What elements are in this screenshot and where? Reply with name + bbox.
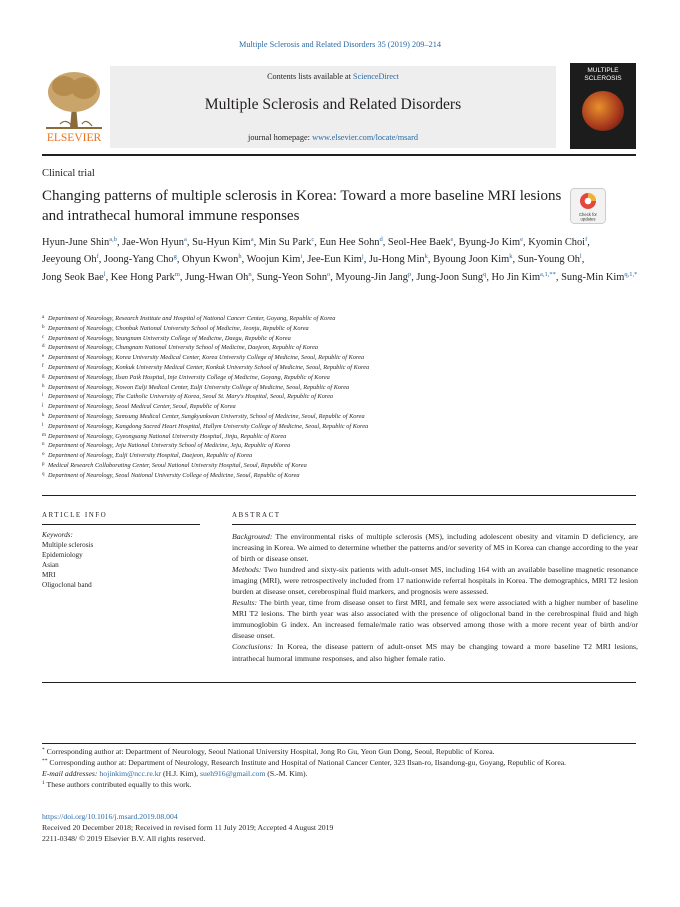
- author-list: Hyun-June Shin$^{a,b}$, Jae-Won Hyun$^a$, Su-Hyun Kim$^a$, Min Su Park$^c$, Eun Hee Sohn$^d$, Seol-Hee Baek$^e$, Byung-Jo Kim$^e$, Kyomin Choi$^f$, Jeeyoung Oh$^f$, Joong-Yang Cho$^g$, Ohyun Kwon$^h$, Woojun Kim$^i$, Jee-Eun Kim$^j$, Ju-Hong Min$^k$, Byoung Joon Kim$^k$, Sun-Young Oh$^l$, Jong Seok Bae$^l$, Kee Hong Park$^m$, Jung-Hwan Oh$^n$, Sung-Yeon Sohn$^o$, Myoung-Jin Jang$^p$, Jung-Joon Sung$^q$, Ho Jin Kim$^{a,1,**}$, Sung-Min Kim$^{q,1,*}$: [42, 236, 638, 283]
- author-name[interactable]: [433, 254, 512, 265]
- abstract-background: [232, 531, 638, 564]
- abstract-section-text: The environmental risks of multiple sclerosis (MS), including adolescent obesity and vitamin D deficiency, are increasing in Korea. We aimed to determine whether the patterns and/or severity of MS in Korea can change according to the year of birth or disease onset.: [232, 532, 638, 564]
- author-name[interactable]: [182, 254, 242, 265]
- author-name-text: Su-Hyun Kim: [192, 237, 251, 248]
- author-affiliation-marker[interactable]: i: [300, 253, 303, 261]
- email-link[interactable]: hojinkim@ncc.re.kr: [99, 768, 162, 778]
- affiliation-item: h Department of Neurology, Nowon Eulji Medical Center, Eulji University College of Medicine, Seoul, Republic of Korea: [42, 383, 350, 391]
- author-affiliation-marker[interactable]: h: [238, 253, 242, 261]
- author-name-text: Jeeyoung Oh: [42, 254, 97, 266]
- article-type-label: Clinical trial: [42, 168, 95, 179]
- affiliation-item: d Department of Neurology, Chungnam National University School of Medicine, Daejeon, Republic of Korea: [42, 344, 319, 352]
- affiliation-text: Department of Neurology, Seoul National University College of Medicine, Seoul, Republic of Korea: [48, 471, 300, 479]
- author-name[interactable]: [111, 272, 180, 283]
- author-name-text: Kee Hong Park: [110, 271, 175, 283]
- author-name-text: Woojun Kim: [246, 254, 301, 266]
- affiliation-list: [42, 314, 638, 481]
- author-name[interactable]: [259, 237, 314, 248]
- affiliation-item: i Department of Neurology, The Catholic University of Korea, Seoul St. Mary's Hospital, Seoul, Republic of Korea: [42, 393, 334, 401]
- footnote-mark: **: [42, 757, 48, 764]
- author-name-text: Sung-Yeon Sohn: [256, 271, 328, 283]
- email-link[interactable]: sueh916@gmail.com: [199, 768, 266, 778]
- author-name[interactable]: [122, 237, 187, 248]
- abstract-rule: [232, 524, 636, 525]
- abstract-section-text: Two hundred and sixty-six patients with adult-onset MS, including 164 with an available baseline magnetic resonance imaging (MRI), were retrospectively included from 17 nationwide referral hospitals in Korea. The demographics, MRI T2 lesion burden at disease onset, cerebrospinal fluid markers, and prognosis were assessed.: [232, 565, 638, 597]
- footnote-mark: 1: [42, 779, 45, 786]
- author-name[interactable]: [42, 272, 106, 283]
- author-name[interactable]: [416, 272, 486, 283]
- author-name-text: Eun Hee Sohn: [319, 237, 380, 248]
- author-affiliation-marker[interactable]: j: [361, 253, 364, 261]
- author-name[interactable]: [42, 254, 99, 265]
- abstract-methods: [232, 564, 638, 597]
- email-owner: (H.J. Kim),: [161, 768, 200, 778]
- author-affiliation-marker[interactable]: q: [483, 270, 487, 278]
- keyword-item: MRI: [42, 570, 56, 579]
- email-label: E-mail addresses:: [42, 768, 98, 778]
- author-name-text: Ho Jin Kim: [491, 271, 541, 283]
- author-name[interactable]: [192, 237, 254, 248]
- author-affiliation-marker[interactable]: d: [379, 236, 383, 243]
- sciencedirect-link[interactable]: ScienceDirect: [353, 72, 399, 81]
- affiliation-text: Department of Neurology, The Catholic University of Korea, Seoul St. Mary's Hospital, Seoul, Republic of Korea: [48, 393, 334, 401]
- keywords-block: [42, 531, 200, 590]
- affiliation-text: Department of Neurology, Samsung Medical Center, Sungkyunkwan University, School of Medicine, Seoul, Republic of Korea: [48, 412, 365, 420]
- keyword-item: Oligoclonal band: [42, 580, 92, 589]
- affiliation-item: a Department of Neurology, Research Institute and Hospital of National Cancer Center, Goyang, Republic of Korea: [42, 315, 336, 322]
- doi-link[interactable]: https://doi.org/10.1016/j.msard.2019.08.004: [42, 812, 178, 821]
- abstract-section-text: In Korea, the disease pattern of adult-onset MS may be changing toward a more baseline T2 MRI lesions, intrathecal humoral immune responses, and also higher female ratio.: [232, 642, 639, 663]
- author-name[interactable]: [307, 254, 363, 265]
- author-affiliation-marker[interactable]: l: [579, 253, 582, 261]
- affiliation-text: Department of Neurology, Gyeongsang National University Hospital, Jinju, Republic of Korea: [48, 432, 287, 440]
- author-affiliation-marker[interactable]: f: [96, 253, 99, 261]
- author-name-text: Jong Seok Bae: [42, 271, 104, 283]
- affiliation-text: Medical Research Collaborating Center, Seoul National University Hospital, Seoul, Republic of Korea: [48, 461, 307, 469]
- keywords-label: Keywords:: [42, 531, 73, 539]
- affiliation-item: n Department of Neurology, Jeju National University School of Medicine, Jeju, Republic of Korea: [42, 442, 291, 450]
- author-name-text: Hyun-June Shin: [42, 237, 110, 248]
- author-affiliation-marker[interactable]: q,1,*: [624, 270, 638, 278]
- author-affiliation-marker[interactable]: e: [450, 236, 454, 243]
- author-name-text: Jung-Hwan Oh: [185, 271, 249, 283]
- author-name-text: Myoung-Jin Jang: [335, 271, 408, 283]
- affiliation-item: k Department of Neurology, Samsung Medical Center, Sungkyunkwan University, School of Medicine, Seoul, Republic of Korea: [42, 412, 365, 420]
- header-rule: [42, 154, 636, 156]
- abstract-section-text: The birth year, time from disease onset to first MRI, and female sex were associated with a higher number of baseline MRI T2 lesions. The birth year was also associated with the presence of oligoclonal band in the cerebrospinal fluid and high immunoglobin G index. An increased female/male ratio was observed among those with a more recent year of birth and/or disease onset.: [232, 598, 638, 641]
- affiliation-text: Department of Neurology, Korea University Medical Center, Korea University College of Medicine, Seoul, Republic of Korea: [48, 354, 365, 362]
- abstract-body: [232, 531, 638, 664]
- abstract-section-label: Results:: [232, 598, 258, 608]
- footnote-text: Corresponding author at: Department of Neurology, Seoul National University Hospital, Jong Ro Gu, Yeon Gun Dong, Seoul, Republic of Korea.: [46, 747, 495, 756]
- section-rule: [42, 495, 636, 496]
- footnotes: [42, 747, 638, 791]
- author-affiliation-marker[interactable]: f: [585, 236, 588, 243]
- footnote-mark: *: [42, 747, 45, 753]
- affiliation-text: Department of Neurology, Nowon Eulji Medical Center, Eulji University College of Medicine, Seoul, Republic of Korea: [48, 383, 350, 391]
- author-name[interactable]: [492, 272, 556, 283]
- equal-contribution-note: [42, 780, 638, 791]
- author-name-text: Kyomin Choi: [528, 237, 586, 248]
- author-name[interactable]: [257, 272, 331, 283]
- article-info-heading: ARTICLE INFO: [42, 511, 108, 519]
- author-name[interactable]: [104, 254, 177, 265]
- author-affiliation-marker[interactable]: a,b: [109, 236, 118, 243]
- affiliation-text: Department of Neurology, Ilsan Paik Hospital, Inje University College of Medicine, Goyang, Republic of Korea: [48, 373, 330, 381]
- keyword-item: Asian: [42, 560, 59, 569]
- author-name-text: Sun-Young Oh: [517, 254, 580, 266]
- homepage-line: [110, 133, 556, 142]
- author-name-text: Seol-Hee Baek: [387, 237, 451, 248]
- author-name[interactable]: [247, 254, 303, 265]
- publication-info: [42, 811, 638, 844]
- footnote-text: These authors contributed equally to this work.: [46, 779, 192, 789]
- article-info-rule: [42, 524, 200, 525]
- affiliation-text: Department of Neurology, Chonbuk National University School of Medicine, Jeonju, Republic of Korea: [48, 324, 309, 332]
- contents-line: [110, 72, 556, 81]
- check-updates-label: Check for updates: [579, 212, 597, 222]
- affiliation-text: Department of Neurology, Konkuk University Medical Center, Konkuk University School of Medicine, Seoul, Republic of Korea: [48, 363, 370, 371]
- author-name-text: Ju-Hong Min: [368, 254, 425, 266]
- author-affiliation-marker[interactable]: a,1,**: [540, 270, 556, 278]
- author-affiliation-marker[interactable]: g: [173, 253, 177, 261]
- elsevier-tree-logo: [42, 66, 106, 146]
- abstract-section-label: Conclusions:: [232, 642, 274, 652]
- author-name[interactable]: [528, 237, 587, 248]
- contents-prefix: Contents lists available at: [267, 72, 354, 81]
- author-name[interactable]: [42, 237, 117, 248]
- author-name[interactable]: [459, 237, 523, 248]
- email-addresses: [42, 769, 638, 780]
- author-name[interactable]: [561, 272, 637, 283]
- homepage-link[interactable]: www.elsevier.com/locate/msard: [312, 133, 418, 142]
- received-dates: Received 20 December 2018; Received in revised form 11 July 2019; Accepted 4 August 2019: [42, 823, 334, 833]
- author-name-text: Ohyun Kwon: [182, 254, 239, 266]
- abstract-section-label: Methods:: [232, 565, 262, 575]
- email-owner: (S.-M. Kim).: [265, 768, 308, 778]
- journal-cover-image: [570, 63, 636, 149]
- affiliation-item: p Medical Research Collaborating Center, Seoul National University Hospital, Seoul, Republic of Korea: [42, 461, 307, 469]
- journal-title: Multiple Sclerosis and Related Disorders: [204, 96, 462, 113]
- author-affiliation-marker[interactable]: k: [424, 253, 428, 261]
- author-affiliation-marker[interactable]: a: [184, 236, 187, 243]
- author-name-text: Joong-Yang Cho: [103, 254, 174, 266]
- affiliation-item: f Department of Neurology, Konkuk University Medical Center, Konkuk University School of Medicine, Seoul, Republic of Korea: [42, 363, 370, 371]
- author-name-text: Jee-Eun Kim: [307, 254, 362, 266]
- journal-reference[interactable]: Multiple Sclerosis and Related Disorders 35 (2019) 209–214: [238, 40, 442, 49]
- elsevier-logo-text: ELSEVIER: [46, 132, 102, 144]
- abstract-results: [232, 597, 638, 641]
- footnote-text: Corresponding author at: Department of Neurology, Research Institute and Hospital of National Cancer Center, 323 Ilsan-ro, Ilsandong-gu, Goyang, Republic of Korea.: [49, 757, 567, 767]
- affiliation-text: Department of Neurology, Chungnam National University School of Medicine, Daejeon, Republic of Korea: [48, 344, 319, 352]
- affiliation-item: g Department of Neurology, Ilsan Paik Hospital, Inje University College of Medicine, Goyang, Republic of Korea: [42, 373, 330, 381]
- affiliation-text: Department of Neurology, Jeju National University School of Medicine, Jeju, Republic of Korea: [48, 442, 291, 450]
- affiliation-item: o Department of Neurology, Eulji University Hospital, Daejeon, Republic of Korea: [42, 452, 253, 460]
- homepage-prefix: journal homepage:: [248, 133, 313, 142]
- author-name[interactable]: [185, 272, 251, 283]
- author-name[interactable]: [388, 237, 454, 248]
- author-name-text: Byung-Jo Kim: [458, 237, 521, 248]
- affiliation-item: e Department of Neurology, Korea University Medical Center, Korea University College of Medicine, Seoul, Republic of Korea: [42, 354, 365, 362]
- author-affiliation-marker[interactable]: n: [248, 270, 252, 278]
- affiliation-text: Department of Neurology, Eulji University Hospital, Daejeon, Republic of Korea: [48, 452, 253, 460]
- corresponding-author-note: [42, 758, 638, 769]
- abstract-conclusions: [232, 641, 638, 663]
- author-affiliation-marker[interactable]: o: [327, 270, 331, 278]
- affiliation-text: Department of Neurology, Kangdong Sacred Heart Hospital, Hallym University College of Medicine, Seoul, Republic of Korea: [48, 422, 369, 430]
- author-name[interactable]: [319, 237, 382, 248]
- footnote-rule: [42, 743, 636, 744]
- check-for-updates-icon[interactable]: [570, 188, 606, 224]
- affiliation-item: b Department of Neurology, Chonbuk National University School of Medicine, Jeonju, Republic of Korea: [42, 324, 309, 332]
- author-name-text: Min Su Park: [258, 237, 312, 248]
- abstract-bottom-rule: [42, 682, 636, 683]
- affiliation-item: m Department of Neurology, Gyeongsang National University Hospital, Jinju, Republic of Korea: [42, 432, 287, 440]
- author-name-text: Sung-Min Kim: [561, 271, 625, 283]
- author-name-text: Byoung Joon Kim: [433, 254, 510, 266]
- author-affiliation-marker[interactable]: k: [509, 253, 513, 261]
- author-affiliation-marker[interactable]: e: [520, 236, 523, 243]
- author-affiliation-marker[interactable]: c: [311, 236, 315, 243]
- author-affiliation-marker[interactable]: p: [407, 270, 412, 278]
- cover-title: MULTIPLE SCLEROSIS: [584, 67, 622, 82]
- keyword-item: Multiple sclerosis: [42, 540, 94, 549]
- author-affiliation-marker[interactable]: a: [250, 236, 254, 243]
- affiliation-text: Department of Neurology, Seoul Medical Center, Seoul, Republic of Korea: [48, 403, 236, 411]
- keyword-item: Epidemiology: [42, 550, 83, 559]
- author-name-text: Jae-Won Hyun: [122, 237, 184, 248]
- author-affiliation-marker[interactable]: l: [103, 270, 106, 278]
- affiliation-item: l Department of Neurology, Kangdong Sacred Heart Hospital, Hallym University College of Medicine, Seoul, Republic of Korea: [42, 422, 369, 430]
- copyright-line: 2211-0348/ © 2019 Elsevier B.V. All rights reserved.: [42, 834, 206, 844]
- author-name-text: Jung-Joon Sung: [416, 271, 484, 283]
- abstract-heading: ABSTRACT: [232, 511, 281, 519]
- affiliation-text: Department of Neurology, Yeungnam University College of Medicine, Daegu, Republic of Korea: [48, 334, 291, 342]
- affiliation-item: j Department of Neurology, Seoul Medical Center, Seoul, Republic of Korea: [42, 403, 236, 411]
- affiliation-item: c Department of Neurology, Yeungnam University College of Medicine, Daegu, Republic of Korea: [42, 334, 291, 342]
- affiliation-text: Department of Neurology, Research Institute and Hospital of National Cancer Center, Goyang, Republic of Korea: [48, 315, 336, 322]
- article-title: Changing patterns of multiple sclerosis in Korea: Toward a more baseline MRI lesions and intrathecal humoral immune responses: [42, 188, 562, 224]
- author-affiliation-marker[interactable]: m: [174, 270, 180, 278]
- author-name[interactable]: [335, 272, 411, 283]
- author-name[interactable]: [518, 254, 582, 265]
- abstract-section-label: Background:: [232, 532, 273, 541]
- author-name[interactable]: [369, 254, 428, 265]
- corresponding-author-note: [42, 747, 638, 758]
- affiliation-item: q Department of Neurology, Seoul National University College of Medicine, Seoul, Republic of Korea: [42, 471, 300, 479]
- cover-artwork: [582, 91, 624, 131]
